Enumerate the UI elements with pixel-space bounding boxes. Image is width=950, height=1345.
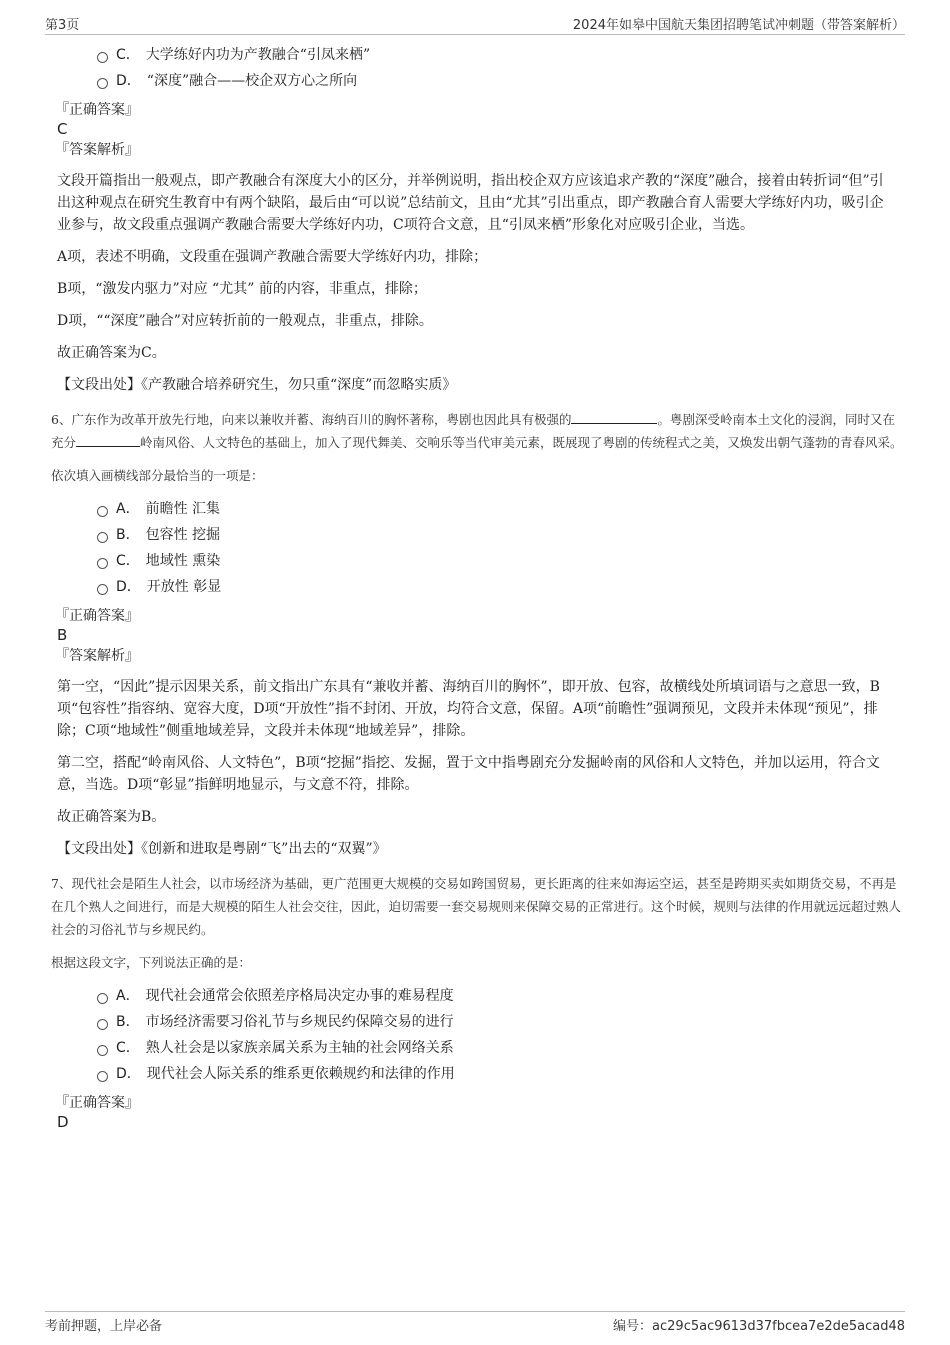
q5-option-d[interactable]: D． “深度”融合——校企双方心之所向	[97, 68, 897, 94]
radio-icon[interactable]	[97, 558, 108, 569]
page-number: 第3页	[45, 18, 80, 33]
q7-option-d[interactable]: D． 现代社会人际关系的维系更依赖规约和法律的作用	[97, 1061, 897, 1087]
q7-stem: 7、现代社会是陌生人社会，以市场经济为基础，更广范围更大规模的交易如跨国贸易，更长距离的往来如海运空运，甚至是跨期买卖如期货交易，不再是在几个熟人之间进行，而是大规模的陌生人社会交往，因此，迫切需要一套交易规则来保障交易的正常进行。这个时候，规则与法律的作用就远远超过熟人社会的习俗礼节与乡规民约。	[51, 876, 902, 937]
answer-tag: 『正确答案』	[55, 608, 139, 624]
source-citation: 【文段出处】《创新和进取是粤剧“飞”出去的“双翼”》	[57, 841, 387, 857]
radio-icon[interactable]	[97, 584, 108, 595]
footer-slogan: 考前押题，上岸必备	[45, 1319, 163, 1334]
radio-icon[interactable]	[97, 993, 108, 1004]
page-footer	[45, 1311, 905, 1337]
answer-value: B	[57, 626, 68, 644]
fill-blank	[76, 432, 140, 447]
analysis-paragraph: 第一空，“因此”提示因果关系，前文指出广东具有“兼收并蓄、海纳百川的胸怀”，即开放、包容，故横线处所填词语与之意思一致，B项“包容性”指容纳、宽容大度，D项“开放性”指不封闭、开放，均符合文意，保留。A项“前瞻性”强调预见，文段并未体现“预见”，排除；C项“地域性”侧重地域差异，文段并未体现“地域差异”，排除。	[57, 679, 880, 739]
analysis-paragraph: 第二空，搭配“岭南风俗、人文特色”，B项“挖掘”指挖、发掘，置于文中指粤剧充分发掘岭南的风俗和人文特色，并加以运用，符合文意，当选。D项“彰显”指鲜明地显示，与文意不符，排除。	[57, 755, 880, 793]
q6-prompt: 依次填入画横线部分最恰当的一项是：	[51, 468, 264, 483]
analysis-paragraph: 故正确答案为C。	[57, 345, 166, 361]
radio-icon[interactable]	[97, 1019, 108, 1030]
q6-option-a[interactable]: A． 前瞻性 汇集	[97, 496, 897, 522]
radio-icon[interactable]	[97, 532, 108, 543]
q7-option-b[interactable]: B． 市场经济需要习俗礼节与乡规民约保障交易的进行	[97, 1009, 897, 1035]
source-citation: 【文段出处】《产教融合培养研究生，勿只重“深度”而忽略实质》	[57, 377, 457, 393]
q6-option-b[interactable]: B． 包容性 挖掘	[97, 522, 897, 548]
analysis-paragraph: A项，表述不明确，文段重在强调产教融合需要大学练好内功，排除；	[57, 249, 488, 265]
q5-options	[97, 42, 897, 94]
q6-stem: 6、广东作为改革开放先行地，向来以兼收并蓄、海纳百川的胸怀著称，粤剧也因此具有极强的 。粤剧深受岭南本土文化的浸润，同时又在充分 岭南风俗、人文特色的基础上，加入了现代舞美、交响乐等当代审美元素，既展现了粤剧的传统程式之美，又焕发出朝气蓬勃的青春风采。	[51, 408, 903, 454]
analysis-tag: 『答案解析』	[55, 648, 139, 664]
q7-option-c[interactable]: C． 熟人社会是以家族亲属关系为主轴的社会网络关系	[97, 1035, 897, 1061]
analysis-paragraph: 文段开篇指出一般观点，即产教融合有深度大小的区分，并举例说明，指出校企双方应该追求产教的“深度”融合，接着由转折词“但”引出这种观点在研究生教育中有两个缺陷，最后由“可以说”总结前文，且由“尤其”引出重点，即产教融合育人需要大学练好内功，吸引企业参与，故文段重点强调产教融合需要大学练好内功，C项符合文意，且“引凤来栖”形象化对应吸引企业，当选。	[57, 173, 884, 233]
answer-value: C	[57, 120, 68, 138]
q7-options	[97, 983, 897, 1087]
q6-option-d[interactable]: D． 开放性 彰显	[97, 574, 897, 600]
q7-prompt: 根据这段文字，下列说法正确的是：	[51, 955, 252, 970]
page-content	[51, 42, 903, 1133]
document-title: 2024年如皋中国航天集团招聘笔试冲刺题（带答案解析）	[572, 18, 905, 33]
radio-icon[interactable]	[97, 78, 108, 89]
q7-option-a[interactable]: A． 现代社会通常会依照差序格局决定办事的难易程度	[97, 983, 897, 1009]
document-code: 编号：ac29c5ac9613d37fbcea7e2de5acad48	[613, 1319, 905, 1334]
radio-icon[interactable]	[97, 52, 108, 63]
analysis-paragraph: B项，“激发内驱力”对应 “尤其” 前的内容，非重点，排除；	[57, 281, 427, 297]
answer-tag: 『正确答案』	[55, 1095, 139, 1111]
answer-value: D	[57, 1113, 69, 1131]
q5-option-c[interactable]: C． 大学练好内功为产教融合“引凤来栖”	[97, 42, 897, 68]
radio-icon[interactable]	[97, 1045, 108, 1056]
radio-icon[interactable]	[97, 1071, 108, 1082]
analysis-paragraph: D项，““深度”融合”对应转折前的一般观点，非重点，排除。	[57, 313, 433, 329]
answer-tag: 『正确答案』	[55, 102, 139, 118]
analysis-paragraph: 故正确答案为B。	[57, 809, 166, 825]
q6-option-c[interactable]: C． 地域性 熏染	[97, 548, 897, 574]
q6-options	[97, 496, 897, 600]
analysis-tag: 『答案解析』	[55, 142, 139, 158]
radio-icon[interactable]	[97, 506, 108, 517]
fill-blank	[571, 409, 657, 424]
page-header	[45, 14, 905, 35]
